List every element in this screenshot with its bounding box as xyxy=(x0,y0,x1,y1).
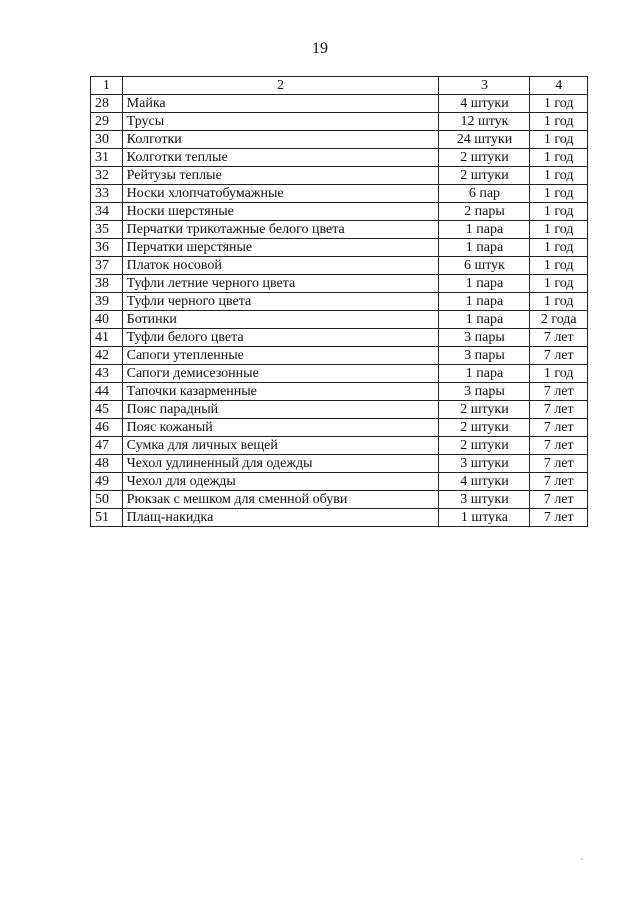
item-term: 2 года xyxy=(530,311,588,329)
table-header-row xyxy=(91,77,588,95)
item-quantity: 1 пара xyxy=(439,221,530,239)
row-number: 43 xyxy=(91,365,123,383)
item-name: Сапоги утепленные xyxy=(122,347,439,365)
header-col-3: 3 xyxy=(439,77,530,95)
row-number: 42 xyxy=(91,347,123,365)
row-number: 44 xyxy=(91,383,123,401)
table-row xyxy=(91,257,588,275)
item-name: Чехол для одежды xyxy=(122,473,439,491)
item-name: Туфли летние черного цвета xyxy=(122,275,439,293)
item-name: Майка xyxy=(122,95,439,113)
item-name: Рюкзак с мешком для сменной обуви xyxy=(122,491,439,509)
row-number: 31 xyxy=(91,149,123,167)
table-row xyxy=(91,239,588,257)
item-quantity: 6 штук xyxy=(439,257,530,275)
item-term: 1 год xyxy=(530,239,588,257)
item-quantity: 3 штуки xyxy=(439,455,530,473)
item-quantity: 2 пары xyxy=(439,203,530,221)
row-number: 49 xyxy=(91,473,123,491)
item-term: 1 год xyxy=(530,203,588,221)
item-name: Перчатки шерстяные xyxy=(122,239,439,257)
item-term: 7 лет xyxy=(530,347,588,365)
table-row xyxy=(91,329,588,347)
item-quantity: 4 штуки xyxy=(439,473,530,491)
row-number: 34 xyxy=(91,203,123,221)
table-row xyxy=(91,473,588,491)
table-row xyxy=(91,167,588,185)
row-number: 28 xyxy=(91,95,123,113)
item-name: Плащ-накидка xyxy=(122,509,439,527)
table-row xyxy=(91,383,588,401)
table-row xyxy=(91,455,588,473)
table-row xyxy=(91,311,588,329)
item-term: 7 лет xyxy=(530,455,588,473)
row-number: 35 xyxy=(91,221,123,239)
item-quantity: 1 пара xyxy=(439,239,530,257)
item-term: 1 год xyxy=(530,167,588,185)
table-row xyxy=(91,185,588,203)
item-term: 1 год xyxy=(530,185,588,203)
table-row xyxy=(91,293,588,311)
row-number: 47 xyxy=(91,437,123,455)
item-term: 7 лет xyxy=(530,509,588,527)
header-col-4: 4 xyxy=(530,77,588,95)
row-number: 40 xyxy=(91,311,123,329)
item-term: 7 лет xyxy=(530,473,588,491)
table-row xyxy=(91,347,588,365)
item-quantity: 3 пары xyxy=(439,383,530,401)
item-name: Рейтузы теплые xyxy=(122,167,439,185)
item-term: 7 лет xyxy=(530,329,588,347)
item-term: 7 лет xyxy=(530,401,588,419)
item-term: 1 год xyxy=(530,257,588,275)
item-quantity: 2 штуки xyxy=(439,149,530,167)
item-term: 1 год xyxy=(530,149,588,167)
table-row xyxy=(91,491,588,509)
table-row xyxy=(91,365,588,383)
row-number: 32 xyxy=(91,167,123,185)
table-row xyxy=(91,113,588,131)
row-number: 37 xyxy=(91,257,123,275)
row-number: 48 xyxy=(91,455,123,473)
row-number: 33 xyxy=(91,185,123,203)
item-quantity: 1 пара xyxy=(439,365,530,383)
item-term: 1 год xyxy=(530,95,588,113)
item-term: 7 лет xyxy=(530,491,588,509)
item-term: 7 лет xyxy=(530,437,588,455)
item-quantity: 12 штук xyxy=(439,113,530,131)
row-number: 51 xyxy=(91,509,123,527)
item-term: 1 год xyxy=(530,293,588,311)
page-number: 19 xyxy=(312,40,328,57)
item-name: Чехол удлиненный для одежды xyxy=(122,455,439,473)
scan-speck: ` xyxy=(580,858,584,869)
header-col-1: 1 xyxy=(91,77,123,95)
row-number: 29 xyxy=(91,113,123,131)
item-name: Трусы xyxy=(122,113,439,131)
item-term: 1 год xyxy=(530,113,588,131)
row-number: 36 xyxy=(91,239,123,257)
item-term: 1 год xyxy=(530,221,588,239)
row-number: 50 xyxy=(91,491,123,509)
table-row xyxy=(91,437,588,455)
item-name: Ботинки xyxy=(122,311,439,329)
item-quantity: 2 штуки xyxy=(439,419,530,437)
row-number: 46 xyxy=(91,419,123,437)
table-row xyxy=(91,275,588,293)
table-body xyxy=(91,77,588,527)
item-term: 1 год xyxy=(530,131,588,149)
table-row xyxy=(91,401,588,419)
item-term: 1 год xyxy=(530,275,588,293)
header-col-2: 2 xyxy=(122,77,439,95)
item-quantity: 2 штуки xyxy=(439,401,530,419)
item-quantity: 2 штуки xyxy=(439,437,530,455)
item-term: 7 лет xyxy=(530,419,588,437)
item-name: Пояс кожаный xyxy=(122,419,439,437)
row-number: 45 xyxy=(91,401,123,419)
item-name: Тапочки казарменные xyxy=(122,383,439,401)
item-name: Колготки xyxy=(122,131,439,149)
item-quantity: 1 штука xyxy=(439,509,530,527)
table-row xyxy=(91,149,588,167)
item-quantity: 4 штуки xyxy=(439,95,530,113)
item-quantity: 24 штуки xyxy=(439,131,530,149)
item-name: Сумка для личных вещей xyxy=(122,437,439,455)
item-quantity: 3 штуки xyxy=(439,491,530,509)
table-row xyxy=(91,131,588,149)
item-quantity: 2 штуки xyxy=(439,167,530,185)
item-name: Носки шерстяные xyxy=(122,203,439,221)
item-quantity: 1 пара xyxy=(439,311,530,329)
item-term: 1 год xyxy=(530,365,588,383)
item-name: Носки хлопчатобумажные xyxy=(122,185,439,203)
item-quantity: 1 пара xyxy=(439,275,530,293)
item-name: Туфли черного цвета xyxy=(122,293,439,311)
table-row xyxy=(91,203,588,221)
item-quantity: 3 пары xyxy=(439,329,530,347)
row-number: 30 xyxy=(91,131,123,149)
row-number: 41 xyxy=(91,329,123,347)
item-name: Туфли белого цвета xyxy=(122,329,439,347)
item-name: Перчатки трикотажные белого цвета xyxy=(122,221,439,239)
item-name: Пояс парадный xyxy=(122,401,439,419)
item-quantity: 1 пара xyxy=(439,293,530,311)
row-number: 38 xyxy=(91,275,123,293)
item-name: Колготки теплые xyxy=(122,149,439,167)
item-quantity: 3 пары xyxy=(439,347,530,365)
table-row xyxy=(91,509,588,527)
item-name: Сапоги демисезонные xyxy=(122,365,439,383)
item-name: Платок носовой xyxy=(122,257,439,275)
table-row xyxy=(91,221,588,239)
row-number: 39 xyxy=(91,293,123,311)
table-row xyxy=(91,95,588,113)
item-term: 7 лет xyxy=(530,383,588,401)
table-row xyxy=(91,419,588,437)
item-quantity: 6 пар xyxy=(439,185,530,203)
items-table xyxy=(90,76,588,527)
